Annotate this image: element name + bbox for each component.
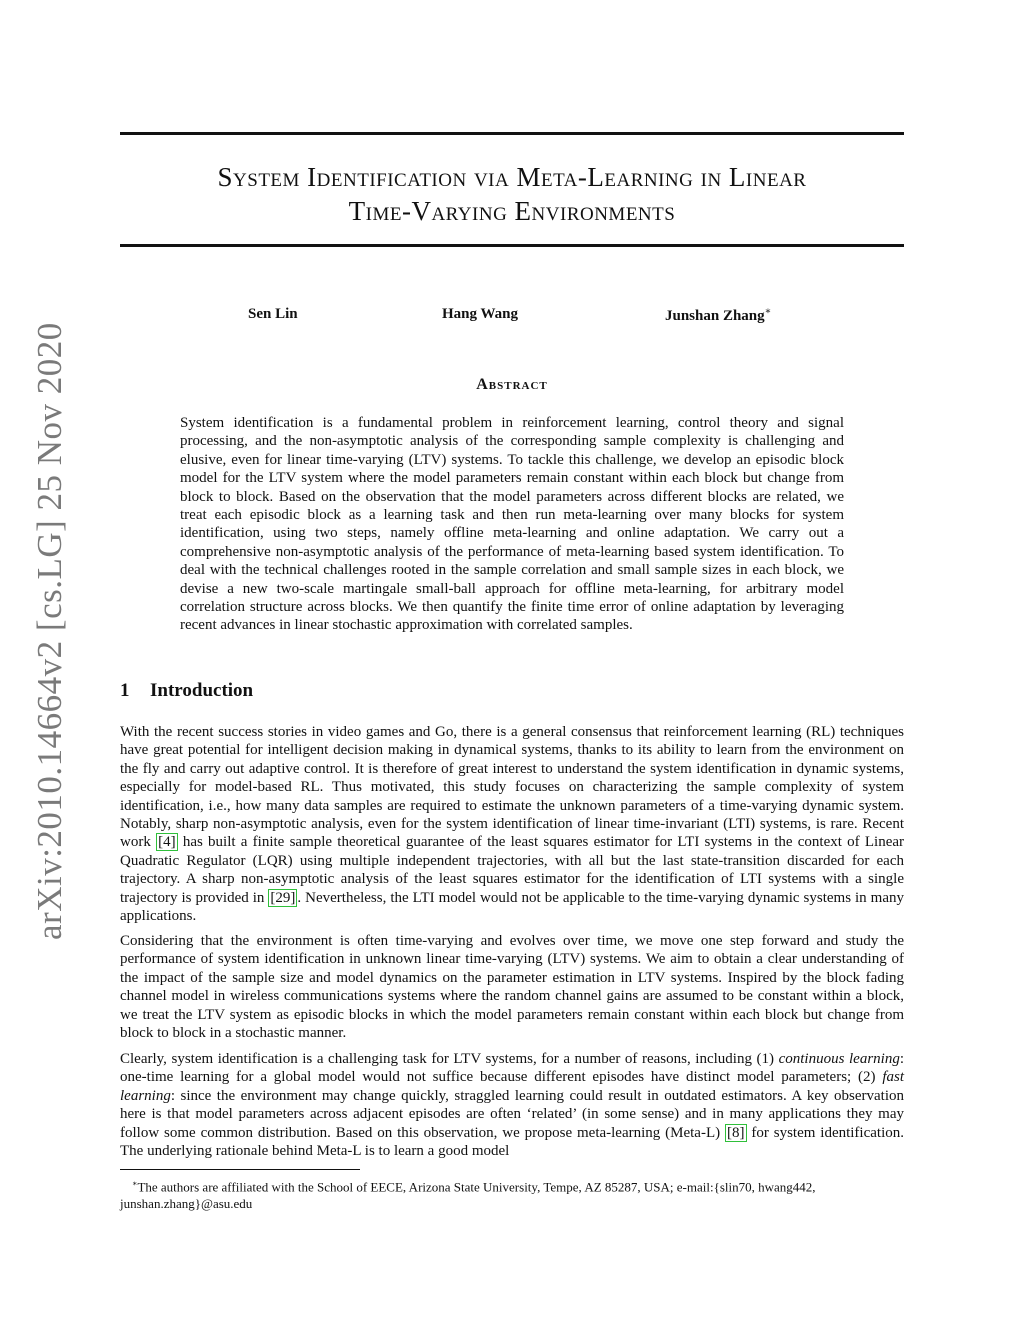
citation-link[interactable]: [29] bbox=[270, 889, 296, 906]
arxiv-identifier: arXiv:2010.14664v2 [cs.LG] 25 Nov 2020 bbox=[30, 322, 69, 940]
author-3 bbox=[665, 306, 771, 325]
paragraph-text: Clearly, system identification is a challenging task for LTV systems, for a number of reasons, including (1) bbox=[120, 1051, 779, 1067]
paragraph-text: has built a finite sample theoretical guarantee of the least squares estimator for LTI systems in the context of Linear Quadratic Regulator (LQR) using multiple independent trajectories, with all but the last state-transition discarded for each trajectory. A sharp non-asymptotic analysis of the least squares estimator for the identification of LTI systems with a single trajectory is provided in bbox=[120, 834, 905, 906]
author-name: Junshan Zhang bbox=[665, 308, 765, 324]
paragraph-text: : one-time learning for a global model would not suffice because different episodes have distinct model parameters; (2) bbox=[120, 1051, 904, 1086]
section-title: Introduction bbox=[150, 680, 254, 701]
footnote-mark: ∗ bbox=[764, 306, 772, 317]
paragraph-3 bbox=[120, 1050, 904, 1160]
author-name: Sen Lin bbox=[248, 306, 298, 322]
abstract-text: System identification is a fundamental problem in reinforcement learning, control theory and signal processing, and the non-asymptotic analysis of the corresponding sample complexity is challenging and elusive, even for linear time-varying (LTV) systems. To tackle this challenge, we develop an episodic block model for the LTV system where the model parameters remain constant within each block but change from block to block. Based on the observation that the model parameters across different blocks are related, we treat each episodic block as a learning task and then run meta-learning over many blocks for system identification, using two steps, namely offline meta-learning and online adaptation. We carry out a comprehensive non-asymptotic analysis of the performance of meta-learning based system identification. To deal with the technical challenges rooted in the sample correlation and small sample sizes in each block, we devise a new two-scale martingale small-ball approach for offline meta-learning, for arbitrary model correlation structure across blocks. We then quantify the finite time error of online adaptation by leveraging recent advances in linear stochastic approximation with correlated samples. bbox=[180, 415, 844, 634]
paragraph-text: for system identification. The underlying rationale behind Meta-L is to learn a good model bbox=[120, 1124, 904, 1160]
author-1 bbox=[248, 306, 298, 323]
author-name: Hang Wang bbox=[442, 306, 519, 322]
abstract-heading: Abstract bbox=[476, 376, 548, 393]
emphasis-text: continuous learning bbox=[778, 1051, 900, 1067]
paragraph-text: : since the environment may change quickly, straggled learning could result in outdated estimators. A key observation here is that model parameters across adjacent episodes are often ‘related’ (in some sense) and in many applications they may follow some common distribution. Based on this observation, we propose meta-learning (Meta-L) bbox=[120, 1087, 904, 1141]
paragraph-text: . Nevertheless, the LTI model would not be applicable to the time-varying dynamic systems in many applications. bbox=[120, 889, 904, 925]
author-2 bbox=[442, 306, 518, 323]
paragraph-2: Considering that the environment is often time-varying and evolves over time, we move one step forward and study the performance of system identification in unknown linear time-varying (LTV) systems. We aim to obtain a clear understanding of the impact of the sample size and model dynamics on the parameter estimation in LTV systems. Inspired by the block fading channel model in wireless communications systems where the random channel gains are assumed to be constant within a block, we treat the LTV system as episodic blocks in which the model parameters remain constant within each block but change from block to block in a stochastic manner. bbox=[120, 933, 904, 1042]
title-line-1: System Identification via Meta-Learning in Linear bbox=[217, 162, 807, 192]
title-line-2: Time-Varying Environments bbox=[348, 196, 676, 226]
footnote-text: The authors are affiliated with the School of EECE, Arizona State University, Tempe, AZ 85287, USA; e-mail:{slin70, hwang442, junshan.zhang}@asu.edu bbox=[120, 1179, 816, 1212]
paragraph-text: With the recent success stories in video games and Go, there is a general consensus that reinforcement learning (RL) techniques have great potential for intelligent decision making in dynamical systems, thanks to its ability to learn from the environment on the fly and carry out adaptive control. It is therefore of great interest to understand the system identification in dynamic systems, especially for model-based RL. Thus motivated, this study focuses on characterizing the sample complexity of system identification, i.e., how many data samples are required to estimate the unknown parameters of a time-varying dynamic system. Notably, sharp non-asymptotic analysis, even for the system identification of linear time-invariant (LTI) systems, is rare. Recent work bbox=[120, 724, 904, 851]
footnote bbox=[120, 1175, 904, 1212]
title-bottom-rule bbox=[120, 244, 904, 247]
footnote-mark: ∗ bbox=[132, 1179, 138, 1188]
emphasis-text: fast learning bbox=[120, 1069, 904, 1104]
section-number: 1 bbox=[120, 680, 130, 701]
paragraph-1 bbox=[120, 723, 904, 925]
title-top-rule bbox=[120, 132, 904, 135]
citation-link[interactable]: [4] bbox=[158, 834, 176, 851]
footnote-rule bbox=[120, 1169, 360, 1170]
section-heading bbox=[120, 680, 253, 702]
citation-link[interactable]: [8] bbox=[727, 1124, 745, 1141]
paper-title bbox=[120, 160, 904, 228]
